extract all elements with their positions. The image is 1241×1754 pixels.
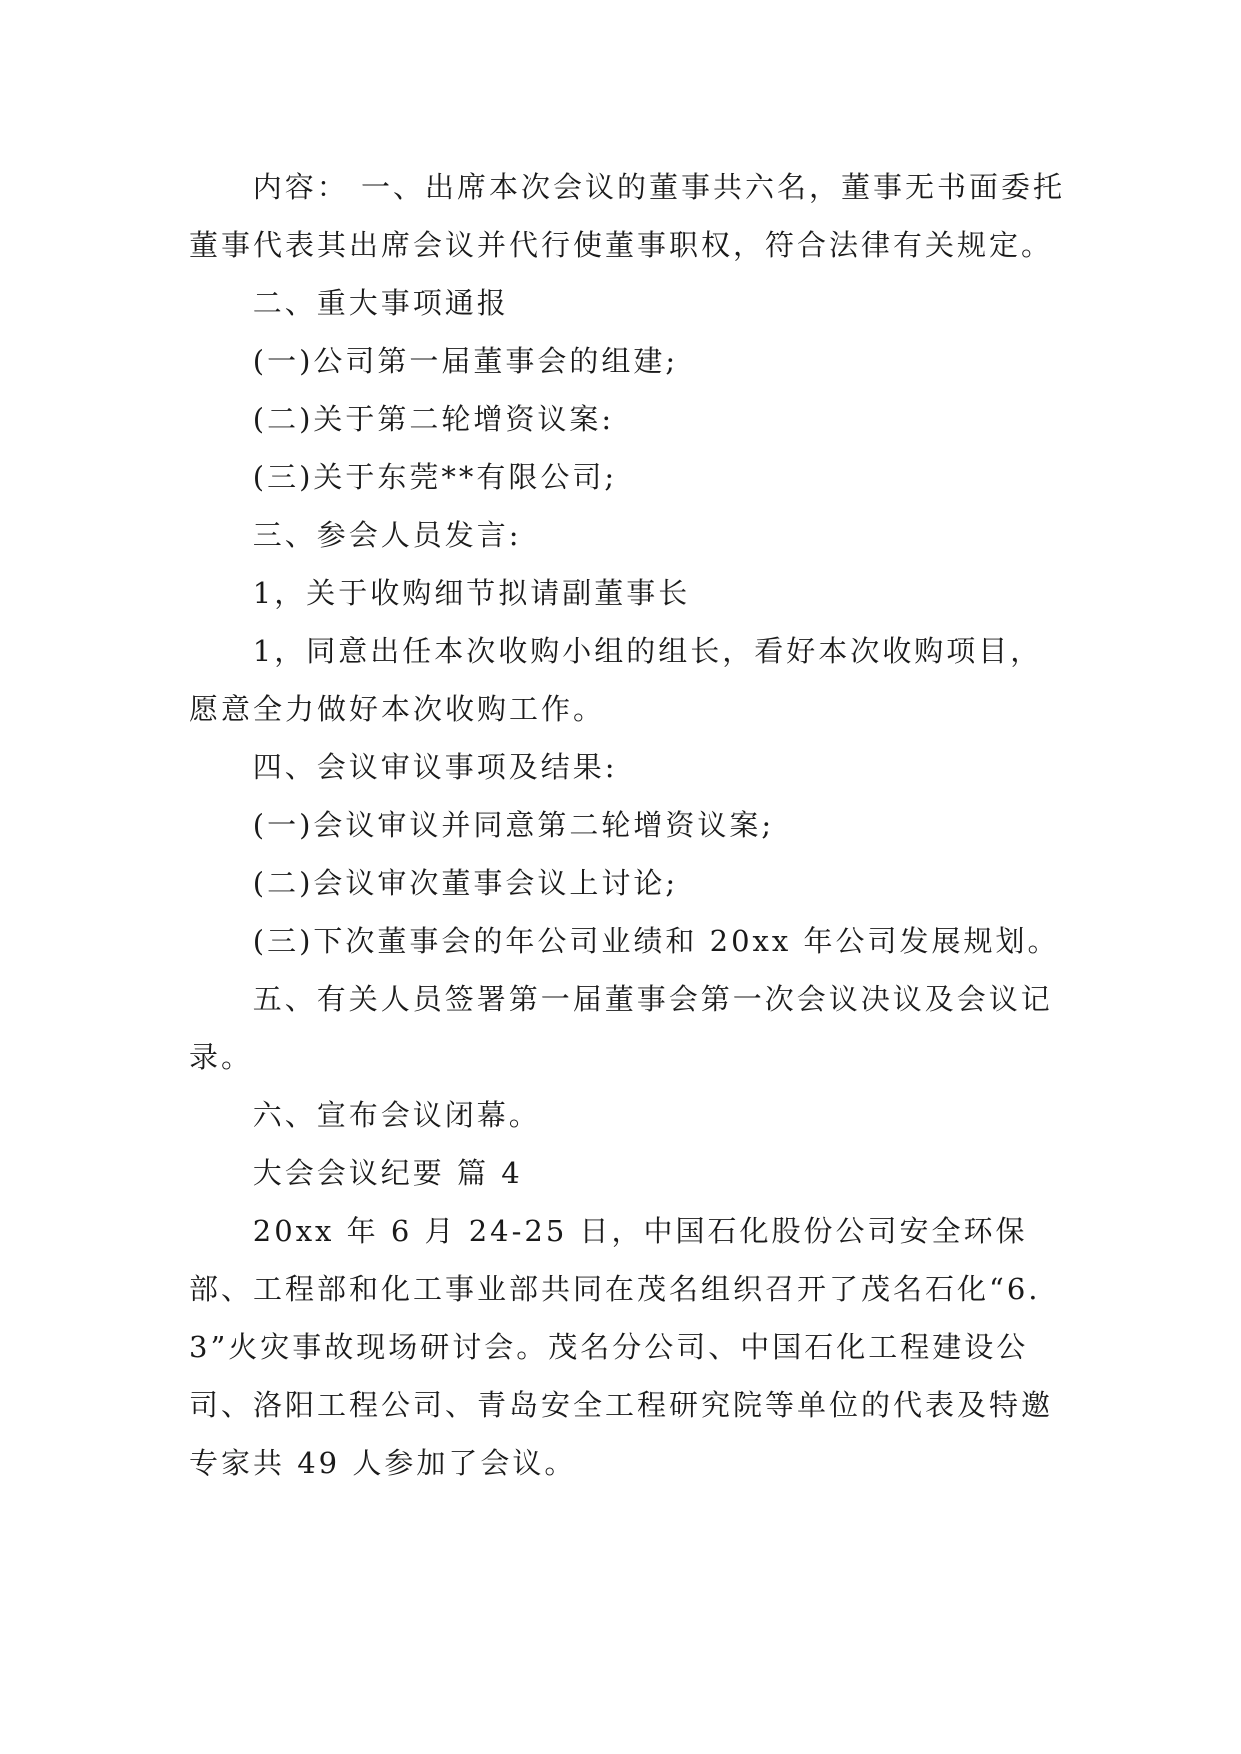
paragraph-attendance: 内容： 一、出席本次会议的董事共六名，董事无书面委托董事代表其出席会议并代行使董事职权，符合法律有关规定。 xyxy=(189,170,1066,262)
section-title: 大会会议纪要 篇 4 xyxy=(252,1156,523,1190)
paragraph-item: (三)关于东莞**有限公司; xyxy=(252,460,618,494)
paragraph-section-6: 六、宣布会议闭幕。 xyxy=(252,1098,541,1132)
paragraph-item: 1，同意出任本次收购小组的组长，看好本次收购项目，愿意全力做好本次收购工作。 xyxy=(189,634,1043,726)
paragraph-item: (一)公司第一届董事会的组建; xyxy=(252,344,679,378)
paragraph-section-3-heading: 三、参会人员发言: xyxy=(252,518,522,552)
paragraph-item: 1，关于收购细节拟请副董事长 xyxy=(252,576,691,610)
paragraph-item: (一)会议审议并同意第二轮增资议案; xyxy=(252,808,775,842)
paragraph-section-2-heading: 二、重大事项通报 xyxy=(252,286,509,320)
paragraph-section-4-heading: 四、会议审议事项及结果: xyxy=(252,750,618,784)
paragraph-section-5: 五、有关人员签署第一届董事会第一次会议决议及会议记录。 xyxy=(189,982,1053,1074)
document-body xyxy=(189,158,1069,1492)
paragraph-item: (三)下次董事会的年公司业绩和 20xx 年公司发展规划。 xyxy=(252,924,1060,958)
paragraph-item: (二)会议审次董事会议上讨论; xyxy=(252,866,679,900)
paragraph-body: 20xx 年 6 月 24-25 日，中国石化股份公司安全环保部、工程部和化工事业部共同在茂名组织召开了茂名石化“6.3”火灾事故现场研讨会。茂名分公司、中国石化工程建设公司、洛阳工程公司、青岛安全工程研究院等单位的代表及特邀专家共 49 人参加了会议。 xyxy=(189,1214,1054,1480)
paragraph-item: (二)关于第二轮增资议案: xyxy=(252,402,615,436)
